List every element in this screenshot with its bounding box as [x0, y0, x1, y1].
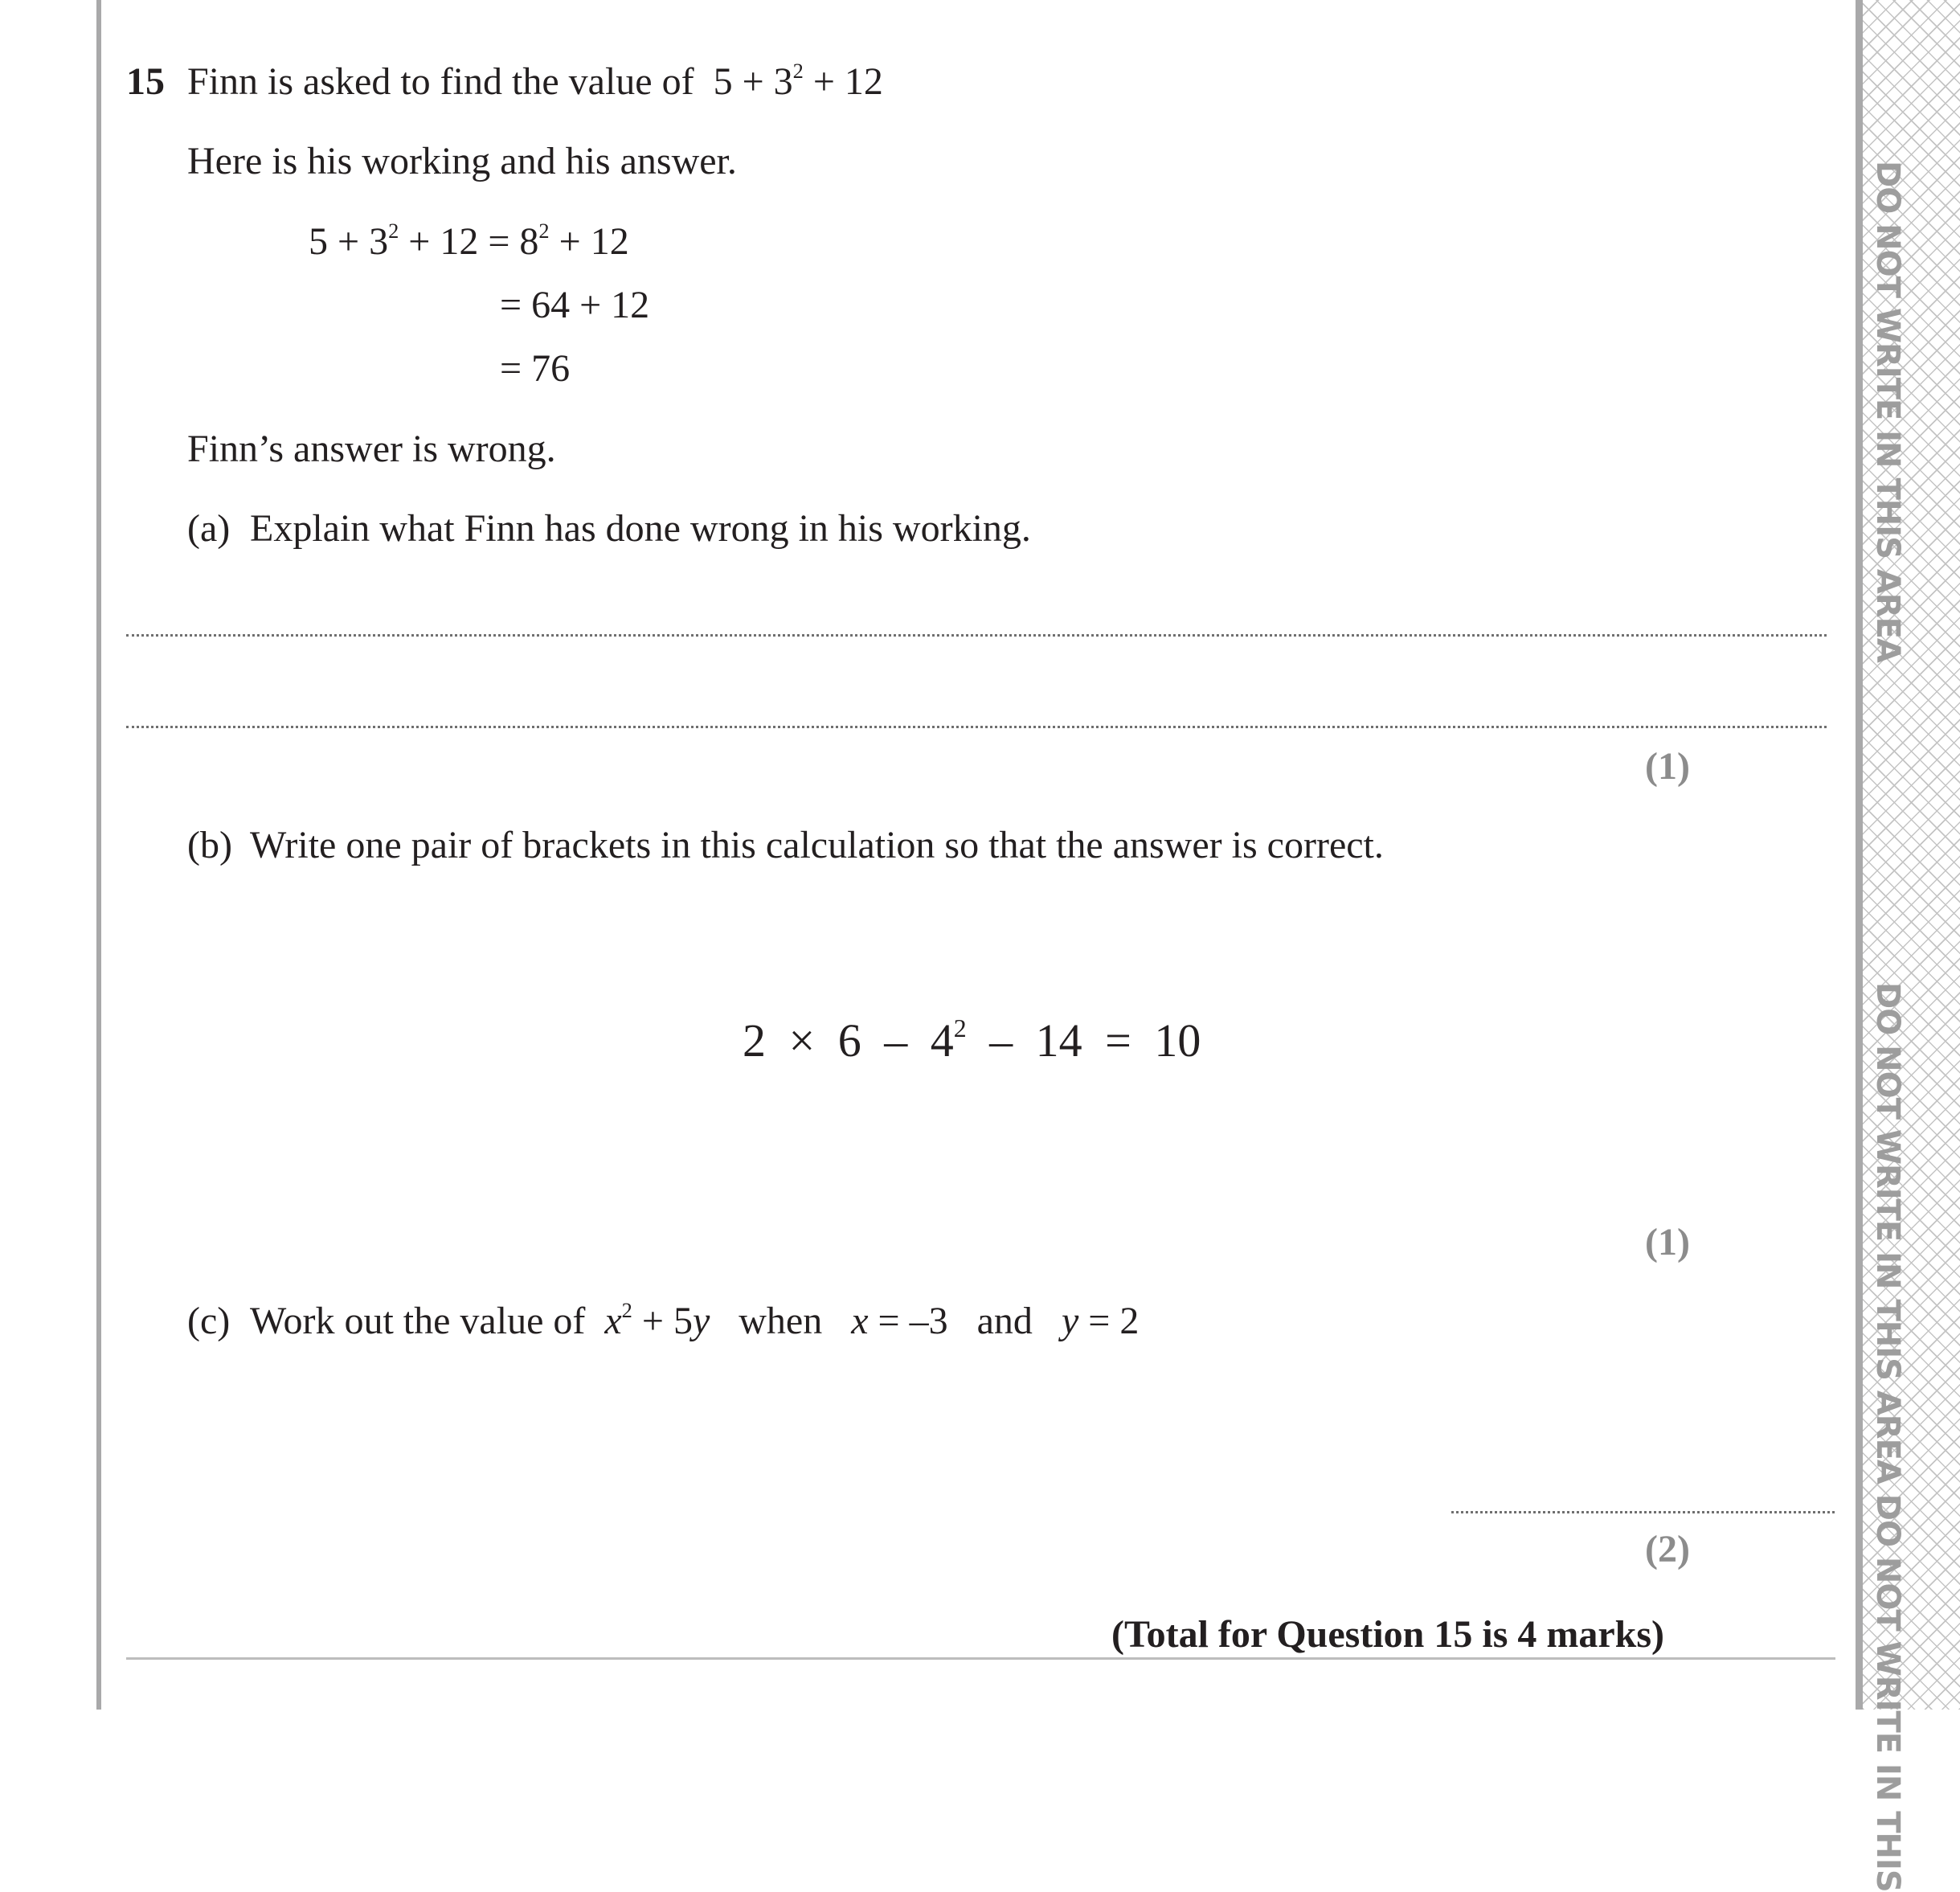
part-c-condition-y: y = 2 [1061, 1300, 1140, 1342]
part-c-condition-x: x = –3 [851, 1300, 948, 1342]
question-total: (Total for Question 15 is 4 marks) [1111, 1613, 1665, 1656]
page-border-left [96, 0, 101, 1710]
answer-line-a1[interactable] [126, 634, 1827, 637]
part-a-label: (a) [187, 507, 231, 550]
part-b-equation[interactable]: $2 \times 6 - 4^2 - 14 = 10$ [743, 1014, 1201, 1067]
question-number: 15 [126, 60, 165, 103]
working-intro: Here is his working and his answer. [187, 140, 737, 182]
part-c-text: Work out the value of $x^2 + 5y$ when x = –3 and y = 2 [250, 1298, 1140, 1342]
part-b-marks: (1) [1645, 1221, 1690, 1263]
part-c-marks: (2) [1645, 1528, 1690, 1571]
part-c-label: (c) [187, 1300, 231, 1342]
answer-line-a2[interactable] [126, 726, 1827, 728]
page-border-right [1856, 0, 1863, 1710]
working-line-2: = 64 + 12 [500, 284, 650, 326]
part-a-marks: (1) [1645, 745, 1690, 788]
part-b-label: (b) [187, 824, 232, 866]
question-intro: Finn is asked to find the value of $5 + 3^2 + 12$ [187, 59, 883, 103]
question-divider [126, 1657, 1835, 1660]
working-line-1: $5 + 3^2 + 12 = 8^2 + 12$ [309, 219, 629, 263]
answer-line-c[interactable] [1451, 1511, 1835, 1513]
part-c-expression: $x^2 + 5y$ [604, 1298, 710, 1342]
wrong-statement: Finn’s answer is wrong. [187, 428, 556, 470]
intro-expression: $5 + 3^2 + 12$ [713, 59, 883, 103]
part-a-text: Explain what Finn has done wrong in his working. [250, 507, 1031, 550]
part-b-text: Write one pair of brackets in this calculation so that the answer is correct. [250, 824, 1384, 866]
working-line-3: = 76 [500, 347, 571, 390]
